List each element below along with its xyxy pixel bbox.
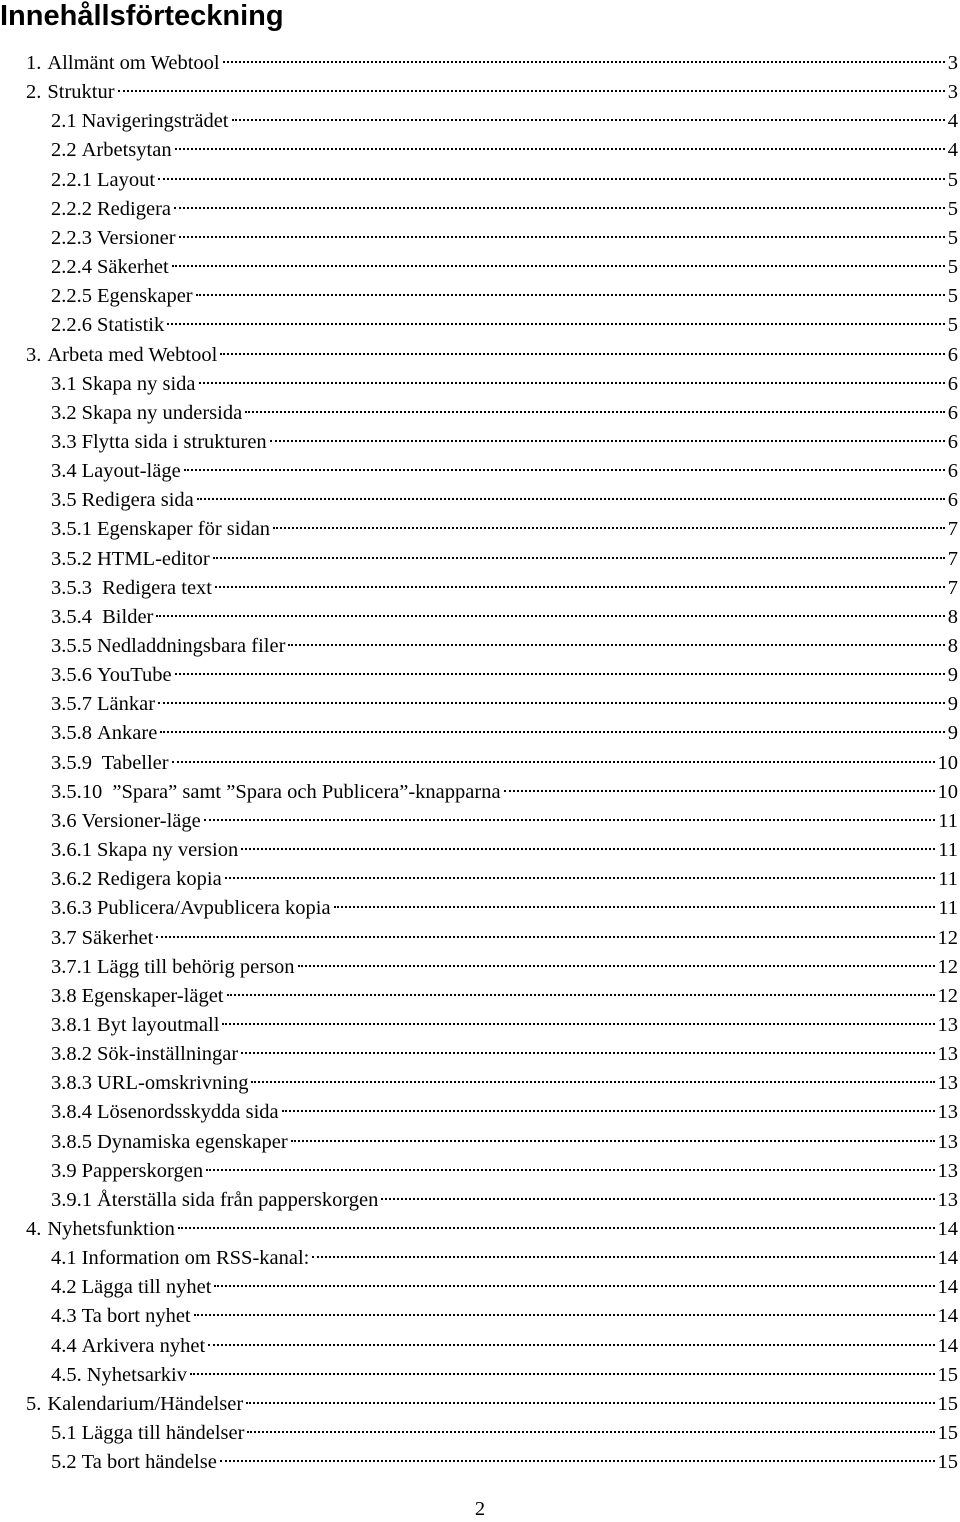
toc-entry-number: 2.2.6	[51, 314, 92, 337]
toc-entry-label: Arbeta med Webtool	[47, 343, 218, 366]
toc-dot-leader	[178, 1206, 935, 1235]
toc-entry[interactable]	[51, 1119, 958, 1153]
toc-entry[interactable]	[51, 1060, 958, 1095]
toc-entry[interactable]	[51, 390, 958, 424]
toc-entry[interactable]	[51, 157, 958, 191]
toc-entry-number: 3.5.1	[51, 518, 92, 541]
toc-dot-leader	[220, 1439, 935, 1468]
toc-entry[interactable]	[26, 1206, 958, 1240]
toc-dot-leader	[220, 332, 944, 361]
toc-entry-label: Layout	[97, 168, 156, 191]
toc-dot-leader	[241, 827, 935, 856]
toc-entry-page: 7	[947, 518, 958, 541]
toc-entry-label: Nedladdningsbara filer	[97, 635, 286, 657]
toc-dot-leader	[223, 40, 945, 69]
toc-dot-leader	[118, 69, 945, 98]
toc-entry[interactable]	[51, 769, 958, 803]
toc-dot-leader	[184, 448, 945, 477]
toc-entry-page: 6	[947, 460, 958, 483]
toc-entry-label: Allmänt om Webtool	[47, 52, 220, 74]
toc-entry-number: 3.9	[51, 1159, 77, 1182]
toc-dot-leader	[156, 915, 934, 944]
toc-entry-number: 3.5.10	[51, 780, 103, 803]
toc-entry-page: 15	[937, 1422, 958, 1445]
toc-entry[interactable]	[26, 69, 958, 104]
toc-entry-number: 2.1	[51, 110, 77, 133]
toc-entry-number: 3.5.5	[51, 635, 92, 657]
toc-entry-label: Byt layoutmall	[97, 1013, 220, 1036]
toc-entry-page: 5	[947, 314, 958, 337]
toc-entry[interactable]	[51, 302, 958, 337]
page-number: 2	[474, 1498, 486, 1520]
toc-entry-page: 14	[937, 1305, 958, 1328]
toc-entry-number: 5.	[26, 1392, 42, 1415]
toc-entry[interactable]	[51, 565, 958, 599]
toc-entry[interactable]	[51, 536, 958, 570]
toc-entry-label: Egenskaper	[97, 285, 193, 308]
toc-dot-leader	[270, 419, 945, 448]
toc-entry-page: 11	[938, 897, 958, 920]
toc-entry[interactable]	[51, 1352, 958, 1386]
toc-entry-page: 11	[938, 809, 958, 832]
toc-entry-label: Struktur	[47, 81, 115, 104]
toc-entry-page: 8	[947, 605, 958, 628]
toc-entry-page: 11	[938, 839, 958, 862]
toc-entry-page: 13	[937, 1188, 958, 1211]
toc-entry[interactable]	[51, 652, 958, 687]
toc-entry[interactable]	[51, 1323, 958, 1357]
toc-dot-leader	[213, 536, 945, 565]
toc-entry-page: 13	[937, 1130, 958, 1153]
toc-entry-page: 14	[937, 1334, 958, 1357]
toc-entry[interactable]	[51, 361, 958, 395]
toc-entry-number: 3.8.2	[51, 1043, 92, 1066]
toc-entry-label: Skapa ny undersida	[81, 401, 243, 424]
toc-entry-page: 4	[947, 139, 958, 162]
toc-entry-page: 15	[937, 1392, 958, 1415]
toc-entry-page: 7	[947, 576, 958, 599]
toc-dot-leader	[175, 652, 945, 681]
toc-entry-label: Nyhetsfunktion	[47, 1218, 175, 1240]
toc-entry[interactable]	[51, 127, 958, 162]
toc-entry-number: 4.	[26, 1218, 42, 1240]
toc-entry-page: 6	[947, 489, 958, 512]
toc-entry-label: Återställa sida från papperskorgen	[97, 1188, 379, 1211]
toc-entry-number: 3.1	[51, 372, 77, 395]
toc-entry-number: 3.6.3	[51, 897, 92, 920]
toc-entry-label: Ankare	[97, 722, 158, 745]
toc-entry-label: Egenskaper för sidan	[97, 518, 271, 541]
toc-dot-leader	[381, 1177, 934, 1206]
toc-dot-leader	[312, 1235, 934, 1264]
toc-entry-label: Tabeller	[97, 751, 169, 774]
toc-entry[interactable]	[51, 244, 958, 279]
toc-entry-label: Lägga till händelser	[81, 1422, 245, 1445]
toc-entry-page: 13	[937, 1043, 958, 1066]
toc-entry[interactable]	[51, 594, 958, 628]
toc-entry-number: 4.5.	[51, 1363, 82, 1386]
toc-dot-leader	[251, 1060, 934, 1089]
toc-entry-number: 2.2.2	[51, 197, 92, 220]
toc-dot-leader	[214, 1264, 934, 1293]
toc-entry-number: 2.2.5	[51, 285, 92, 308]
toc-entry[interactable]	[51, 215, 958, 249]
toc-entry-page: 13	[937, 1013, 958, 1036]
toc-entry[interactable]	[51, 827, 958, 862]
toc-entry[interactable]	[51, 477, 958, 512]
toc-entry-label: Versioner-läge	[81, 809, 201, 832]
toc-entry-label: Statistik	[97, 314, 165, 337]
toc-entry[interactable]	[51, 740, 958, 774]
toc-entry-page: 13	[937, 1159, 958, 1182]
toc-entry[interactable]	[51, 98, 958, 133]
toc-dot-leader	[190, 1352, 935, 1381]
toc-entry-page: 6	[947, 343, 958, 366]
toc-entry-label: Sök-inställningar	[97, 1043, 239, 1066]
toc-dot-leader	[245, 390, 945, 419]
toc-entry-page: 9	[947, 693, 958, 716]
toc-dot-leader	[334, 885, 936, 914]
toc-entry-number: 2.2.4	[51, 256, 92, 279]
toc-dot-leader	[199, 361, 945, 390]
toc-entry-page: 9	[947, 664, 958, 687]
toc-entry-label: Flytta sida i strukturen	[81, 430, 267, 453]
toc-entry-number: 2.2.3	[51, 226, 92, 249]
toc-dot-leader	[158, 681, 945, 710]
toc-dot-leader	[273, 506, 945, 535]
toc-entry[interactable]	[51, 1410, 958, 1445]
toc-entry-page: 6	[947, 430, 958, 453]
toc-entry-number: 3.3	[51, 430, 77, 453]
toc-entry-page: 14	[937, 1276, 958, 1299]
toc-entry[interactable]	[26, 40, 958, 74]
toc-entry-number: 3.8.1	[51, 1013, 92, 1036]
toc-entry[interactable]	[51, 1148, 958, 1182]
toc-entry-page: 13	[937, 1072, 958, 1095]
toc-dot-leader	[291, 1119, 935, 1148]
toc-entry-label: Nyhetsarkiv	[86, 1363, 187, 1386]
toc-entry-number: 3.5.4	[51, 605, 92, 628]
toc-entry[interactable]	[51, 419, 958, 453]
toc-entry-number: 3.5.7	[51, 693, 92, 716]
toc-entry-number: 3.4	[51, 460, 77, 483]
toc-entry-page: 15	[937, 1363, 958, 1386]
toc-entry-label: Navigeringsträdet	[81, 110, 229, 133]
toc-entry-page: 5	[947, 168, 958, 191]
toc-entry[interactable]	[51, 973, 958, 1007]
toc-dot-leader	[174, 186, 945, 215]
toc-dot-leader	[232, 98, 945, 127]
toc-dot-leader	[197, 477, 945, 506]
toc-entry-number: 3.5.3	[51, 576, 92, 599]
toc-dot-leader	[241, 1031, 934, 1060]
toc-entry[interactable]	[51, 1089, 958, 1124]
toc-dot-leader	[215, 565, 945, 594]
toc-entry[interactable]	[26, 332, 958, 366]
toc-dot-leader	[179, 215, 945, 244]
toc-entry[interactable]	[51, 623, 958, 657]
toc-entry-page: 5	[947, 285, 958, 308]
toc-dot-leader	[246, 1381, 934, 1410]
toc-entry-label: Ta bort nyhet	[81, 1305, 191, 1328]
toc-entry-number: 4.1	[51, 1247, 77, 1270]
toc-entry-page: 15	[937, 1451, 958, 1474]
toc-entry-number: 3.8.3	[51, 1072, 92, 1095]
toc-entry-number: 2.	[26, 81, 42, 104]
toc-entry-page: 10	[937, 780, 958, 803]
toc-entry-page: 14	[937, 1247, 958, 1270]
toc-entry-page: 14	[937, 1218, 958, 1240]
toc-entry[interactable]	[51, 1293, 958, 1328]
toc-entry[interactable]	[51, 710, 958, 745]
toc-entry-page: 5	[947, 256, 958, 279]
toc-entry-page: 13	[937, 1101, 958, 1124]
toc-entry[interactable]	[51, 506, 958, 541]
toc-entry-number: 3.6	[51, 809, 77, 832]
toc-entry[interactable]	[51, 186, 958, 220]
toc-entry-number: 3.2	[51, 401, 77, 424]
toc-entry-page: 9	[947, 722, 958, 745]
toc-dot-leader	[208, 1323, 934, 1352]
toc-entry-label: Publicera/Avpublicera kopia	[97, 897, 331, 920]
toc-entry[interactable]	[51, 1031, 958, 1066]
toc-title: Innehållsförteckning	[0, 0, 284, 32]
toc-entry-page: 6	[947, 372, 958, 395]
toc-entry-page: 3	[947, 81, 958, 104]
toc-entry-label: Skapa ny sida	[81, 372, 196, 395]
toc-entry-label: Arbetsytan	[81, 139, 172, 162]
toc-entry-label: Lägg till behörig person	[97, 955, 295, 978]
toc-dot-leader	[288, 623, 944, 652]
toc-entry[interactable]	[51, 681, 958, 716]
toc-dot-leader	[158, 157, 945, 186]
toc-entry-page: 12	[937, 955, 958, 978]
toc-dot-leader	[282, 1089, 935, 1118]
toc-entry-label: Redigera sida	[81, 489, 194, 512]
toc-entry-label: Kalendarium/Händelser	[47, 1392, 244, 1415]
toc-entry[interactable]	[51, 273, 958, 308]
toc-entry-label: YouTube	[97, 664, 172, 687]
toc-dot-leader	[196, 273, 945, 302]
toc-entry-label: Information om RSS-kanal:	[81, 1247, 310, 1270]
toc-entry-label: Lösenordsskydda sida	[97, 1101, 279, 1124]
toc-entry-number: 5.2	[51, 1451, 77, 1474]
toc-entry-label: Ta bort händelse	[81, 1451, 217, 1474]
toc-dot-leader	[175, 127, 945, 156]
toc-entry-number: 3.6.2	[51, 868, 92, 891]
toc-entry[interactable]	[51, 798, 958, 832]
toc-entry-number: 3.5.6	[51, 664, 92, 687]
toc-entry-page: 3	[947, 52, 958, 74]
toc-entry-label: Redigera	[97, 197, 171, 220]
toc-dot-leader	[222, 1002, 934, 1031]
toc-entry-page: 5	[947, 226, 958, 249]
toc-dot-leader	[247, 1410, 934, 1439]
toc-entry[interactable]	[51, 1235, 958, 1270]
toc-entry-page: 12	[937, 984, 958, 1007]
toc-entry[interactable]	[51, 915, 958, 949]
toc-entry-label: Arkivera nyhet	[81, 1334, 206, 1357]
toc-entry-number: 3.5	[51, 489, 77, 512]
toc-entry-label: Papperskorgen	[81, 1159, 204, 1182]
toc-entry-label: Lägga till nyhet	[81, 1276, 212, 1299]
toc-entry[interactable]	[51, 1264, 958, 1299]
toc-entry-label: Dynamiska egenskaper	[97, 1130, 288, 1153]
toc-entry-label: Layout-läge	[81, 460, 181, 483]
toc-entry-page: 4	[947, 110, 958, 133]
toc-dot-leader	[206, 1148, 934, 1177]
toc-entry-number: 3.8.5	[51, 1130, 92, 1153]
toc-entry-number: 3.9.1	[51, 1188, 92, 1211]
toc-entry[interactable]	[26, 1381, 958, 1415]
toc-entry-number: 3.5.2	[51, 547, 92, 570]
toc-entry-page: 12	[937, 926, 958, 949]
toc-entry-number: 2.2	[51, 139, 77, 162]
toc-entry-number: 5.1	[51, 1422, 77, 1445]
toc-entry-page: 10	[937, 751, 958, 774]
toc-entry[interactable]	[51, 1177, 958, 1211]
toc-dot-leader	[156, 594, 944, 623]
toc-entry-number: 3.5.8	[51, 722, 92, 745]
toc-entry-number: 3.6.1	[51, 839, 92, 862]
toc-entry-page: 6	[947, 401, 958, 424]
toc-entry[interactable]	[51, 1439, 958, 1474]
toc-entry-label: Säkerhet	[97, 256, 169, 279]
toc-entry-label: ”Spara” samt ”Spara och Publicera”-knapparna	[107, 780, 501, 803]
toc-dot-leader	[225, 856, 936, 885]
toc-entry-label: Egenskaper-läget	[81, 984, 224, 1007]
toc-dot-leader	[504, 769, 935, 798]
toc-entry-page: 11	[938, 868, 958, 891]
toc-entry-page: 7	[947, 547, 958, 570]
toc-entry-number: 3.5.9	[51, 751, 92, 774]
toc-entry-page: 8	[947, 635, 958, 657]
toc-entry-label: Säkerhet	[81, 926, 154, 949]
toc-dot-leader	[172, 244, 945, 273]
toc-entry-label: Redigera kopia	[97, 868, 222, 891]
toc-entry-number: 4.2	[51, 1276, 77, 1299]
toc-entry[interactable]	[51, 856, 958, 891]
toc-entry-number: 1.	[26, 52, 42, 74]
toc-dot-leader	[167, 302, 945, 331]
toc-entry-number: 3.8	[51, 984, 77, 1007]
toc-entry[interactable]	[51, 448, 958, 483]
toc-entry-number: 3.	[26, 343, 42, 366]
toc-entry-label: HTML-editor	[97, 547, 210, 570]
toc-dot-leader	[298, 944, 935, 973]
toc-entry-number: 3.7	[51, 926, 77, 949]
toc-entry-label: Redigera text	[97, 576, 212, 599]
toc-entry-label: Skapa ny version	[97, 839, 239, 862]
toc-entry-page: 5	[947, 197, 958, 220]
toc-entry-label: Bilder	[97, 605, 154, 628]
toc-entry-number: 4.4	[51, 1334, 77, 1357]
toc-dot-leader	[160, 710, 944, 739]
toc-entry-label: URL-omskrivning	[97, 1072, 249, 1095]
toc-dot-leader	[204, 798, 936, 827]
toc-entry[interactable]	[51, 1002, 958, 1036]
toc-entry-number: 3.8.4	[51, 1101, 92, 1124]
toc-entry[interactable]	[51, 944, 958, 978]
toc-entry[interactable]	[51, 885, 958, 920]
toc-dot-leader	[194, 1293, 935, 1322]
toc-dot-leader	[227, 973, 935, 1002]
toc-entry-number: 2.2.1	[51, 168, 92, 191]
toc-entry-number: 3.7.1	[51, 955, 92, 978]
toc-dot-leader	[172, 740, 935, 769]
toc-entry-number: 4.3	[51, 1305, 77, 1328]
toc-entry-label: Versioner	[97, 226, 176, 249]
toc-entry-label: Länkar	[97, 693, 156, 716]
